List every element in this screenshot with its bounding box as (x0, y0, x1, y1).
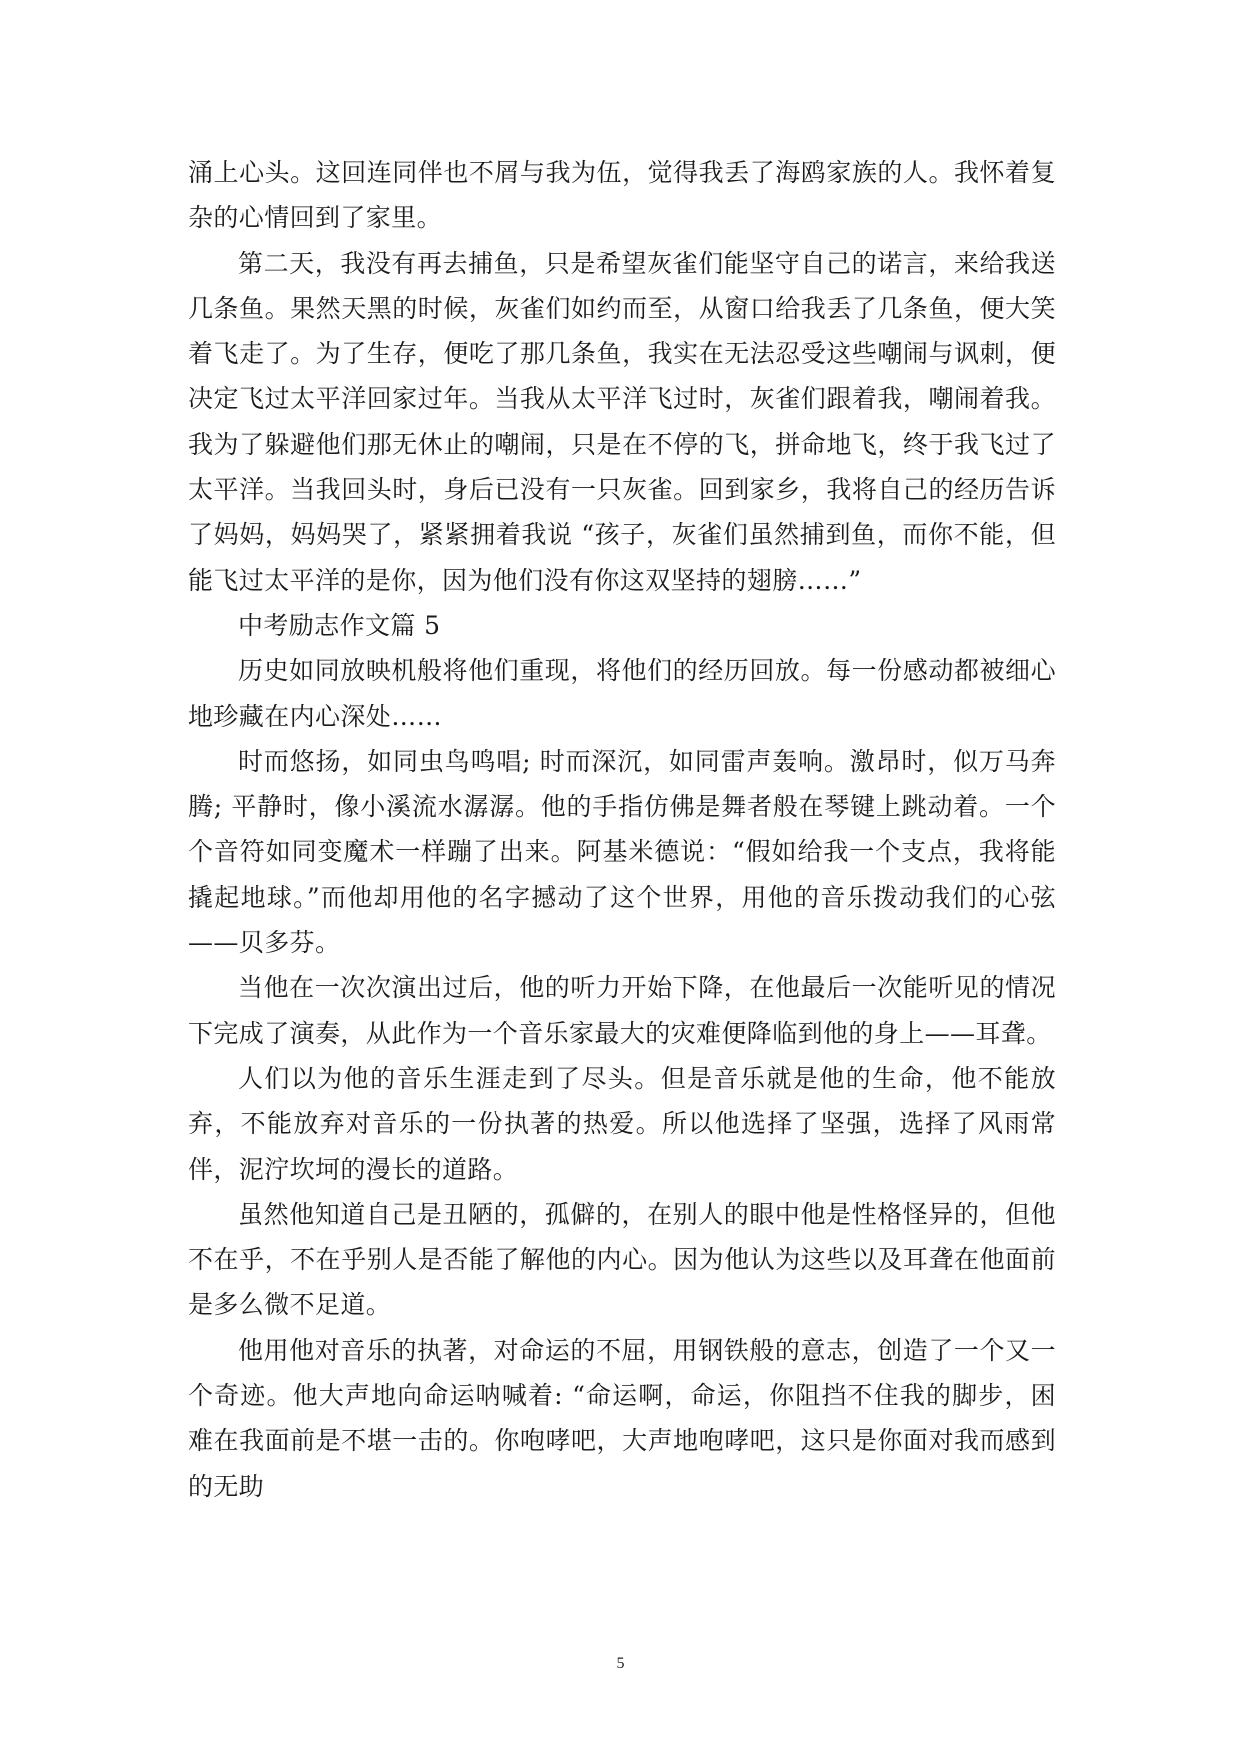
paragraph: 历史如同放映机般将他们重现，将他们的经历回放。每一份感动都被细心地珍藏在内心深处…… (188, 656, 1056, 731)
paragraph: 人们以为他的音乐生涯走到了尽头。但是音乐就是他的生命，他不能放弃，不能放弃对音乐的一份执著的热爱。所以他选择了坚强，选择了风雨常伴，泥泞坎坷的漫长的道路。 (188, 1063, 1056, 1184)
paragraph: 他用他对音乐的执著，对命运的不屈，用钢铁般的意志，创造了一个又一个奇迹。他大声地向命运呐喊着: “命运啊，命运，你阻挡不住我的脚步，困难在我面前是不堪一击的。你咆哮吧，大声地咆哮吧，这只是你面对我而感到的无助 (188, 1335, 1056, 1501)
body-text (188, 150, 1056, 1509)
paragraph: 涌上心头。这回连同伴也不屑与我为伍，觉得我丢了海鸥家族的人。我怀着复杂的心情回到了家里。 (188, 158, 1056, 233)
paragraph: 时而悠扬，如同虫鸟鸣唱; 时而深沉，如同雷声轰响。激昂时，似万马奔腾; 平静时，像小溪流水潺潺。他的手指仿佛是舞者般在琴键上跳动着。一个个音符如同变魔术一样蹦了出来。阿基米德说：“假如给我一个支点，我将能撬起地球。”而他却用他的名字撼动了这个世界，用他的音乐拨动我们的心弦——贝多芬。 (188, 746, 1056, 958)
paragraph: 第二天，我没有再去捕鱼，只是希望灰雀们能坚守自己的诺言，来给我送几条鱼。果然天黑的时候，灰雀们如约而至，从窗口给我丢了几条鱼，便大笑着飞走了。为了生存，便吃了那几条鱼，我实在无法忍受这些嘲闹与讽刺，便决定飞过太平洋回家过年。当我从太平洋飞过时，灰雀们跟着我，嘲闹着我。我为了躲避他们那无休止的嘲闹，只是在不停的飞，拼命地飞，终于我飞过了太平洋。当我回头时，身后已没有一只灰雀。回到家乡，我将自己的经历告诉了妈妈，妈妈哭了，紧紧拥着我说 “孩子，灰雀们虽然捕到鱼，而你不能，但能飞过太平洋的是你，因为他们没有你这双坚持的翅膀……” (188, 248, 1056, 595)
page-number: 5 (616, 1655, 625, 1672)
paragraph: 当他在一次次演出过后，他的听力开始下降，在他最后一次能听见的情况下完成了演奏，从此作为一个音乐家最大的灾难便降临到他的身上——耳聋。 (188, 973, 1056, 1048)
section-heading: 中考励志作文篇 5 (238, 610, 441, 640)
paragraph: 虽然他知道自己是丑陋的，孤僻的，在别人的眼中他是性格怪异的，但他不在乎，不在乎别人是否能了解他的内心。因为他认为这些以及耳聋在他面前是多么微不足道。 (188, 1199, 1056, 1320)
